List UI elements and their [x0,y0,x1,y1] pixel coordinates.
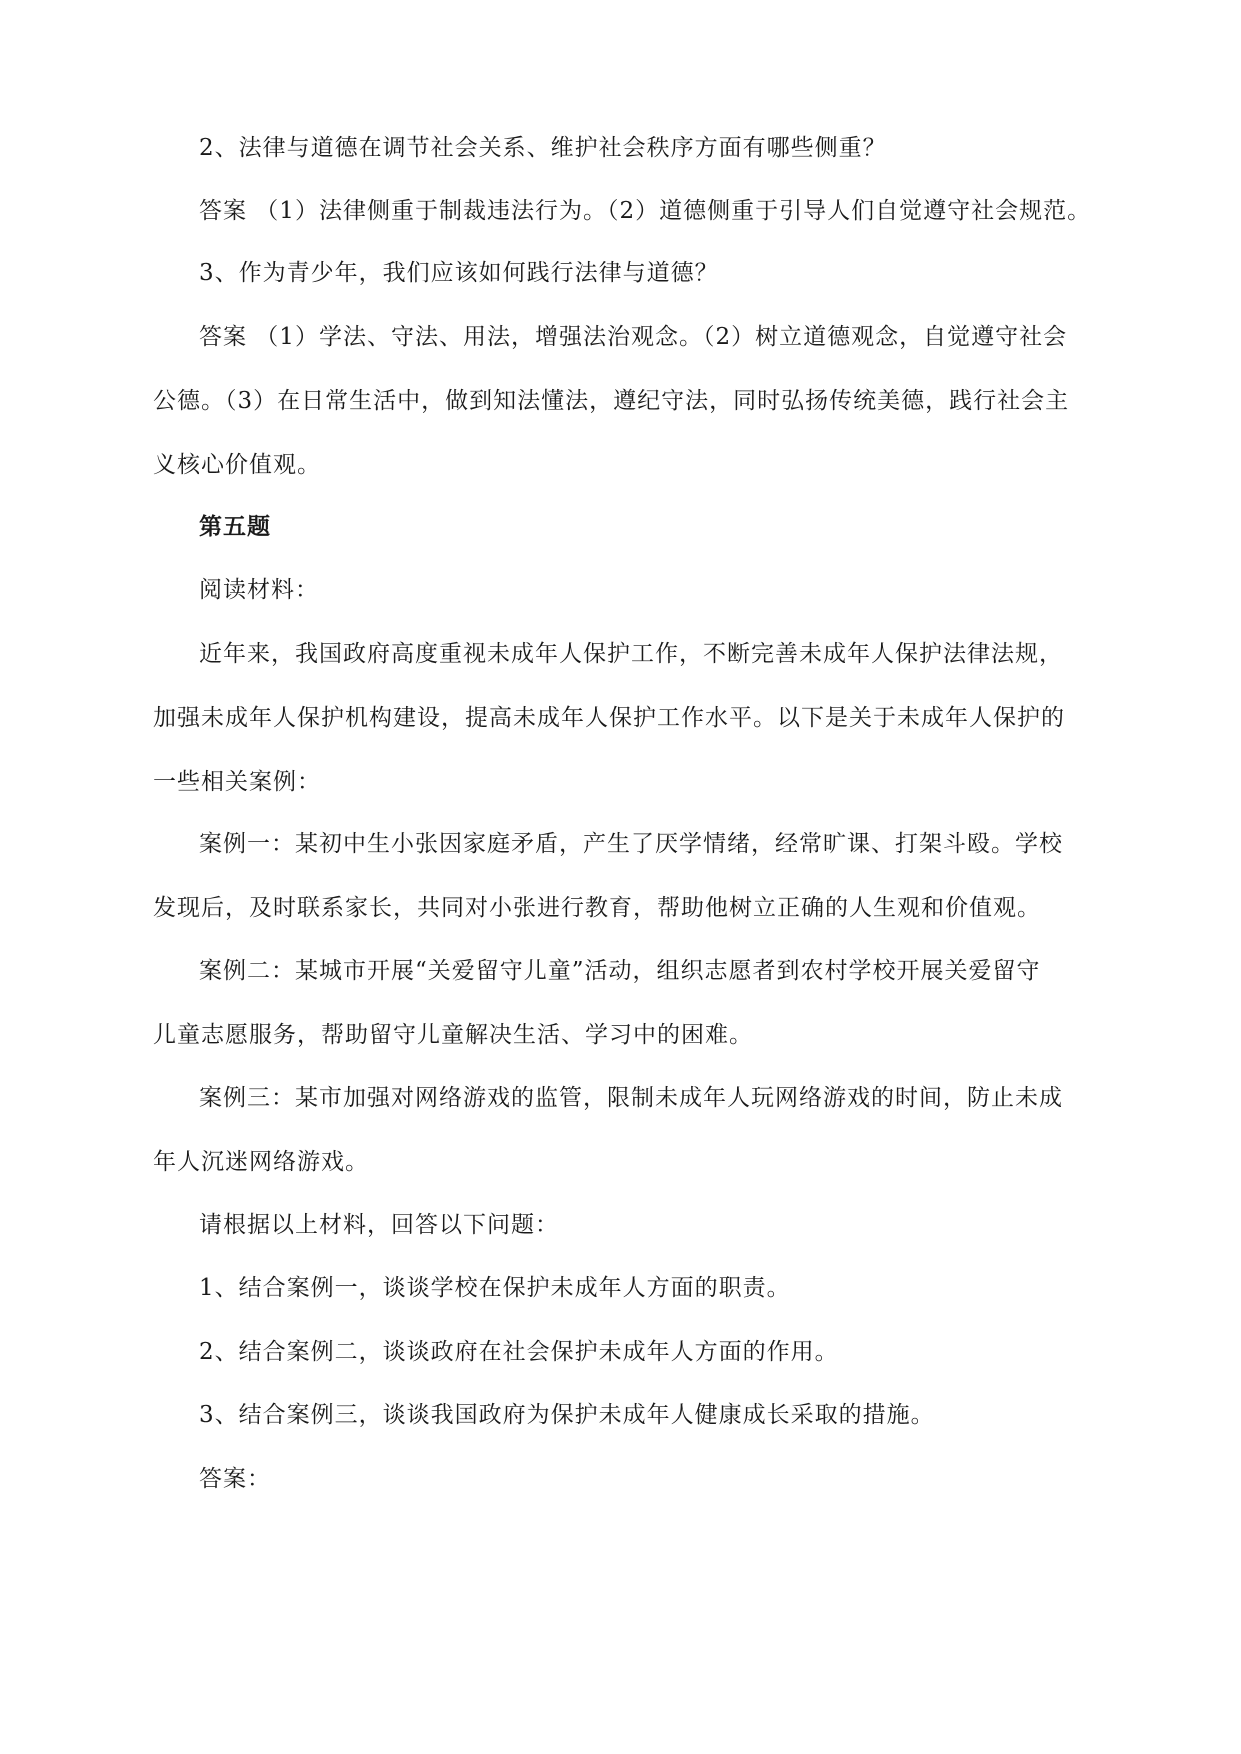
text-line: 近年来，我国政府高度重视未成年人保护工作，不断完善未成年人保护法律法规， [199,641,1063,667]
text-line: 义核心价值观。 [153,452,321,478]
case-3 [153,1066,1103,1194]
question-3 [153,241,1103,305]
question-2 [153,116,1103,180]
text-line: 2、结合案例二，谈谈政府在社会保护未成年人方面的作用。 [199,1339,839,1365]
case-2 [153,939,1103,1067]
reading-label [153,558,1103,622]
instruction [153,1193,1103,1257]
section-heading [153,495,1103,559]
text-line: 答案 （1）法律侧重于制裁违法行为。（2）道德侧重于引导人们自觉遵守社会规范。 [199,198,1092,224]
intro-paragraph [153,622,1103,814]
text-line: 案例一：某初中生小张因家庭矛盾，产生了厌学情绪，经常旷课、打架斗殴。学校 [199,831,1063,857]
text-line: 年人沉迷网络游戏。 [153,1149,369,1175]
text-line: 答案： [199,1466,271,1492]
text-line: 2、法律与道德在调节社会关系、维护社会秩序方面有哪些侧重？ [199,135,887,161]
sub-question-1 [153,1256,1103,1320]
text-line: 案例二：某城市开展“关爱留守儿童”活动，组织志愿者到农村学校开展关爱留守 [199,958,1041,984]
text-line: 阅读材料： [199,577,319,603]
text-line: 3、结合案例三，谈谈我国政府为保护未成年人健康成长采取的措施。 [199,1402,935,1428]
text-line: 1、结合案例一，谈谈学校在保护未成年人方面的职责。 [199,1275,791,1301]
text-line: 加强未成年人保护机构建设，提高未成年人保护工作水平。以下是关于未成年人保护的 [153,705,1065,731]
text-line: 案例三：某市加强对网络游戏的监管，限制未成年人玩网络游戏的时间，防止未成 [199,1085,1063,1111]
text-line: 第五题 [199,513,271,540]
sub-question-2 [153,1320,1103,1384]
text-line: 答案 （1）学法、守法、用法，增强法治观念。（2）树立道德观念，自觉遵守社会 [199,324,1068,350]
answer-3 [153,305,1103,497]
text-line: 公德。（3）在日常生活中，做到知法懂法，遵纪守法，同时弘扬传统美德，践行社会主 [153,388,1070,414]
text-line: 3、作为青少年，我们应该如何践行法律与道德？ [199,260,719,286]
sub-question-3 [153,1383,1103,1447]
answer-label [153,1447,1103,1511]
answer-2 [153,179,1103,243]
text-line: 请根据以上材料，回答以下问题： [199,1212,559,1238]
case-1 [153,812,1103,940]
text-line: 一些相关案例： [153,769,321,795]
text-line: 发现后，及时联系家长，共同对小张进行教育，帮助他树立正确的人生观和价值观。 [153,895,1041,921]
text-line: 儿童志愿服务，帮助留守儿童解决生活、学习中的困难。 [153,1022,753,1048]
